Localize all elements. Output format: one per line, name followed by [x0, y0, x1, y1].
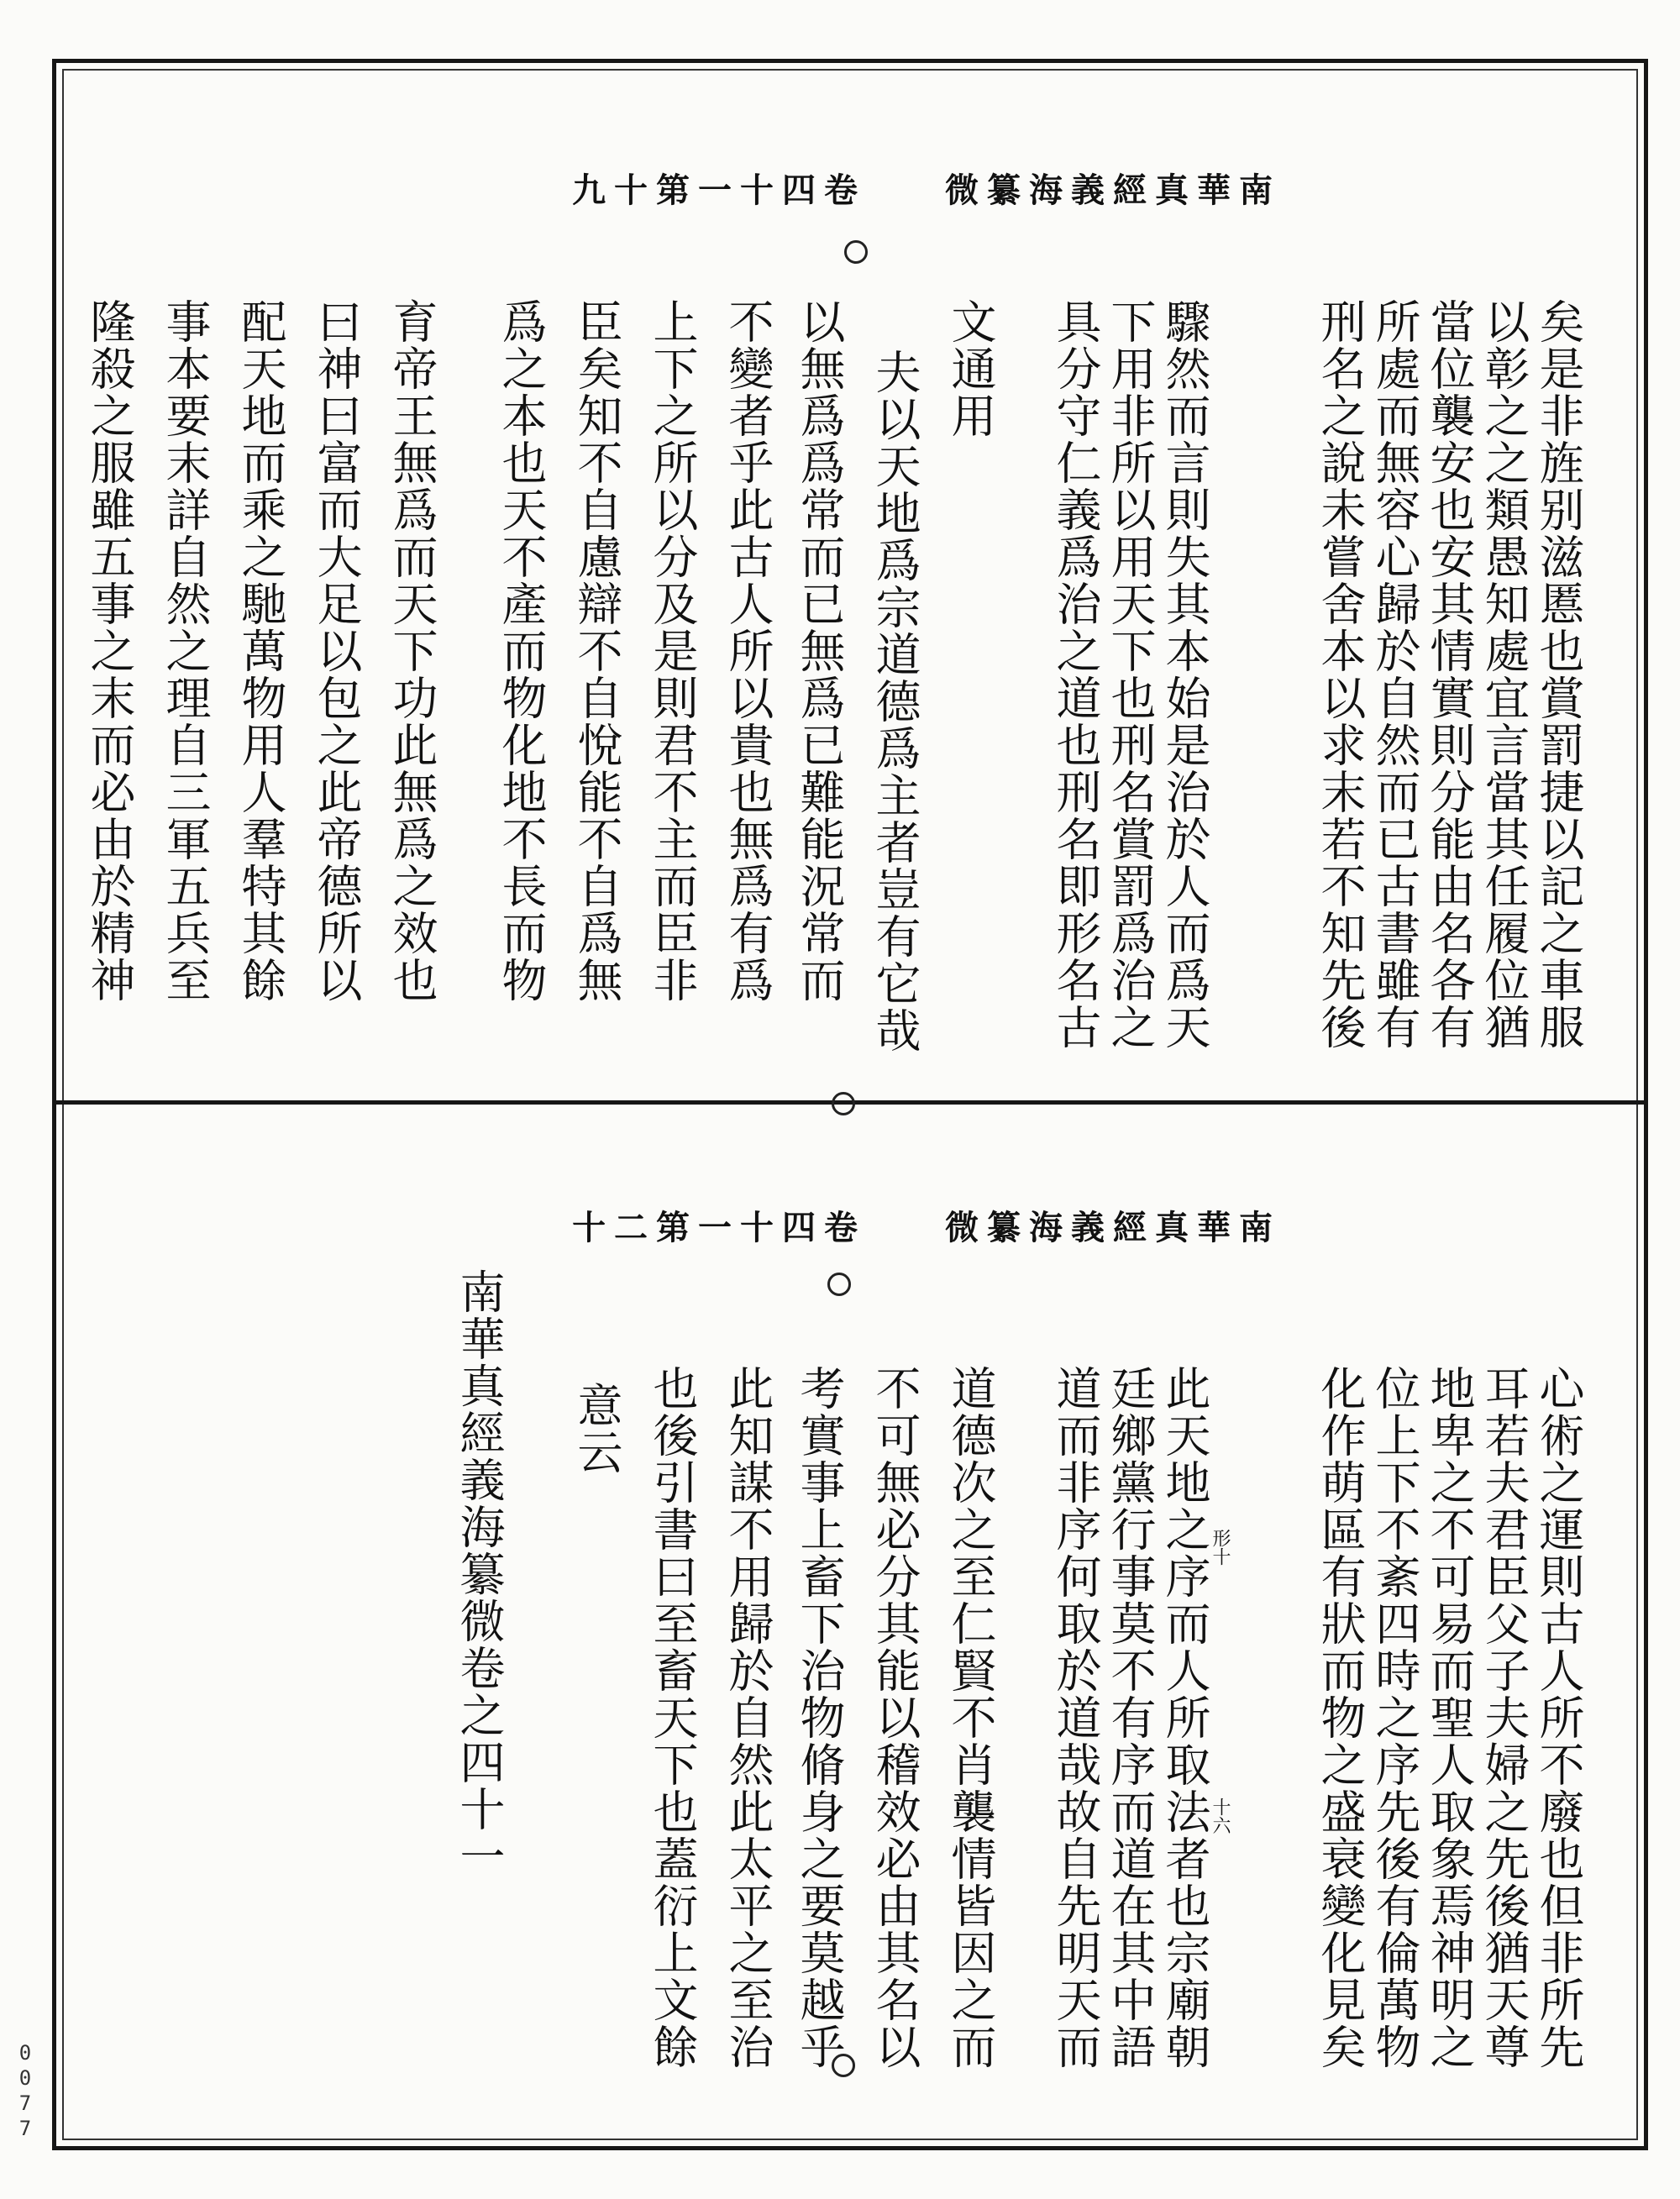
text-column: 配天地而乘之馳萬物用人羣特其餘	[234, 298, 287, 1004]
top-page	[67, 76, 1630, 1092]
text-column: 廷鄉黨行事莫不有序而道在其中語	[1104, 1365, 1157, 2070]
circle-mark	[844, 240, 868, 264]
text-column: 隆殺之服雖五事之末而必由於精神	[83, 298, 136, 1004]
text-column: 事本要末詳自然之理自三軍五兵至	[159, 298, 212, 1004]
text-column: 驟然而言則失其本始是治於人而爲天	[1158, 298, 1211, 1051]
text-column: 育帝王無爲而天下功此無爲之效也	[386, 298, 438, 1004]
text-column: 文通用	[944, 298, 997, 439]
text-column: 曰神曰富而大足以包之此帝德所以	[310, 298, 363, 1004]
text-column: 所處而無容心歸於自然而已古書雖有	[1368, 298, 1421, 1051]
bottom-page	[67, 1113, 1630, 2142]
text-column: 當位襲安也安其情實則分能由名各有	[1423, 298, 1476, 1051]
text-column: 上下之所以分及是則君不主而臣非	[646, 298, 699, 1004]
text-column: 以彰之之類愚知處宜言當其任履位猶	[1478, 298, 1530, 1051]
text-column: 道而非序何取於道哉故自先明天而	[1049, 1365, 1102, 2070]
text-column-volume-end: 南華真經義海纂微卷之四十一	[453, 1268, 506, 1880]
text-column: 化作萌區有狀而物之盛衰變化見矣	[1314, 1365, 1367, 2070]
text-column: 地卑之不可易而聖人取象焉神明之	[1423, 1365, 1476, 2070]
text-column: 不變者乎此古人所以貴也無爲有爲	[722, 298, 774, 1004]
text-column: 位上下不紊四時之序先後有倫萬物	[1368, 1365, 1421, 2070]
text-column: 夫以天地爲宗道德爲主者豈有它哉	[869, 349, 921, 1054]
bottom-page-header	[572, 1201, 1281, 1260]
top-header-title: 南華真經義海纂微	[945, 171, 1281, 210]
text-column: 也後引書曰至畜天下也蓋衍上文餘	[646, 1365, 699, 2070]
text-column: 具分守仁義爲治之道也刑名即形名古	[1049, 298, 1102, 1051]
circle-mark	[832, 1092, 855, 1115]
top-page-header	[572, 164, 1281, 223]
text-column: 不可無必分其能以稽效必由其名以	[869, 1365, 921, 2070]
text-column: 以無爲爲常而已無爲已難能況常而	[793, 298, 846, 1004]
text-column: 下用非所以用天下也刑名賞罰爲治之	[1104, 298, 1157, 1051]
text-column: 耳若夫君臣父子夫婦之先後猶天尊	[1478, 1365, 1530, 2070]
text-column: 此天地之序而人所取法者也宗廟朝	[1158, 1365, 1211, 2070]
margin-note: 形十	[1210, 1529, 1231, 1566]
margin-note: 十六	[1210, 1798, 1231, 1834]
text-column: 此知謀不用歸於自然此太平之至治	[722, 1365, 774, 2070]
text-column: 矣是非旌别滋慝也賞罰捷以記之車服	[1532, 298, 1585, 1051]
top-header-volume: 卷四十一第十九	[572, 171, 867, 210]
bottom-header-title: 南華真經義海纂微	[945, 1208, 1281, 1247]
text-column: 刑名之說未嘗舍本以求末若不知先後	[1314, 298, 1367, 1051]
page-number: 0077	[13, 2041, 37, 2142]
text-column: 意云	[570, 1382, 623, 1476]
text-column: 道德次之至仁賢不肖襲情皆因之而	[944, 1365, 997, 2070]
text-column: 爲之本也天不產而物化地不長而物	[495, 298, 548, 1004]
text-column: 臣矣知不自慮辯不自悅能不自爲無	[570, 298, 623, 1004]
circle-mark	[827, 1273, 851, 1296]
text-column: 心術之運則古人所不廢也但非所先	[1532, 1365, 1585, 2070]
text-column: 考實事上畜下治物脩身之要莫越乎	[793, 1365, 846, 2070]
bottom-header-volume: 卷四十一第二十	[572, 1208, 867, 1247]
